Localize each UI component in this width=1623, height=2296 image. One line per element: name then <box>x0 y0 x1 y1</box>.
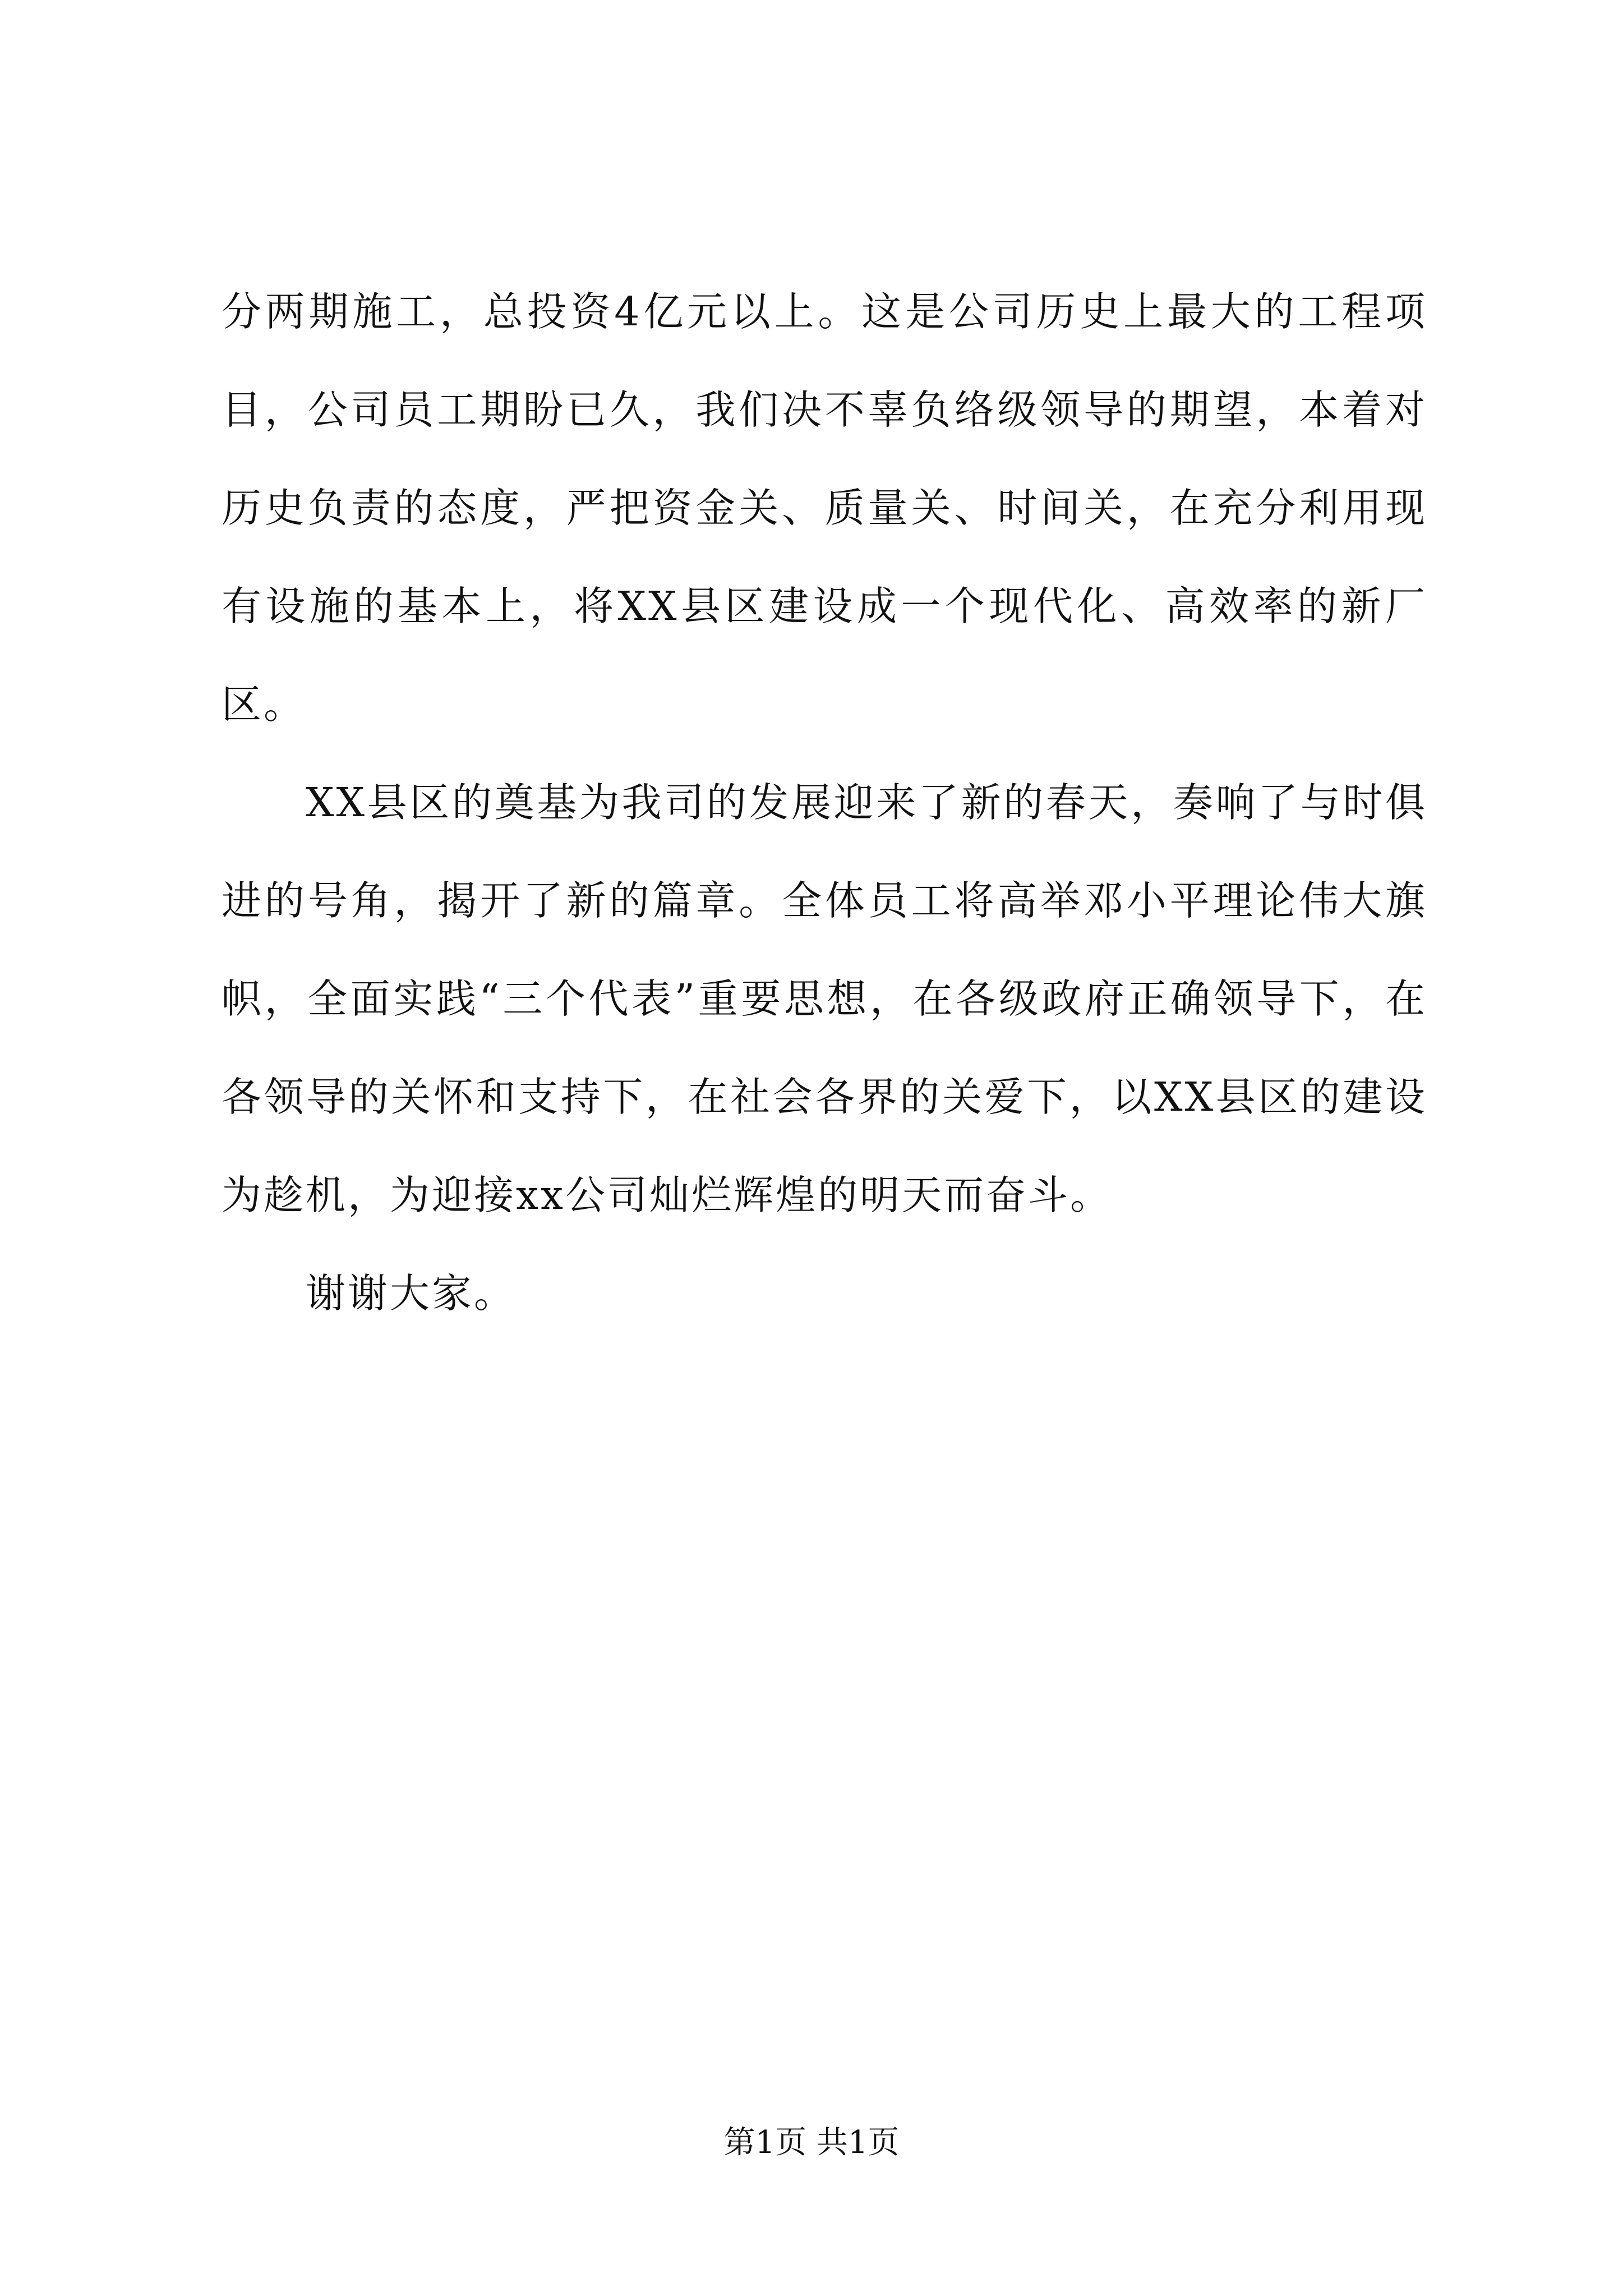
paragraph-thanks: 谢谢大家。 <box>306 1270 517 1317</box>
paragraph-foundation: XX县区的奠基为我司的发展迎来了新的春天，奏响了与时俱进的号角，揭开了新的篇章。全体员工将高举邓小平理论伟大旗帜，全面实践“三个代表”重要思想，在各级政府正确领导下，在各领导的关怀和支持下，在社会各界的关爱下，以XX县区的建设为趁机，为迎接xx公司灿烂辉煌的明天而奋斗。 <box>222 779 1427 1218</box>
document-body <box>222 263 1427 1342</box>
page-footer: 第1页 共1页 <box>723 2124 900 2161</box>
paragraph-continuation: 分两期施工，总投资4亿元以上。这是公司历史上最大的工程项目，公司员工期盼已久，我们决不辜负络级领导的期望，本着对历史负责的态度，严把资金关、质量关、时间关，在充分利用现有设施的基本上，将XX县区建设成一个现代化、高效率的新厂区。 <box>222 288 1427 728</box>
